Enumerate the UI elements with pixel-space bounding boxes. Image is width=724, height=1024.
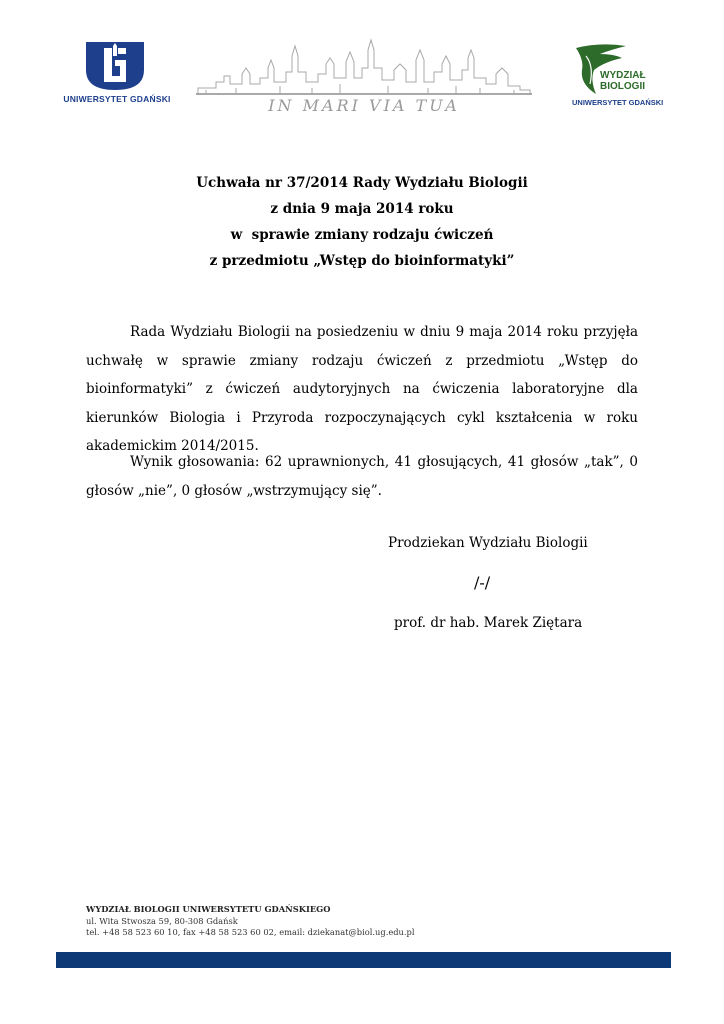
faculty-logo xyxy=(566,40,662,112)
signatory-role: Prodziekan Wydziału Biologii xyxy=(388,535,588,551)
university-shield-icon xyxy=(82,40,148,92)
resolution-paragraph xyxy=(86,318,638,461)
faculty-name-line2: BIOLOGII xyxy=(600,81,645,92)
skyline-illustration-icon xyxy=(196,38,532,96)
title-line-3: w sprawie zmiany rodzaju ćwiczeń xyxy=(230,227,494,243)
footer xyxy=(86,904,646,939)
signature-mark: /-/ xyxy=(474,573,491,592)
university-logo xyxy=(62,40,172,110)
footer-institution: WYDZIAŁ BIOLOGII UNIWERSYTETU GDAŃSKIEGO xyxy=(86,904,331,914)
city-skyline-banner xyxy=(196,38,532,120)
title-line-1: Uchwała nr 37/2014 Rady Wydziału Biologii xyxy=(196,175,528,191)
footer-bar xyxy=(56,952,671,968)
signatory-name: prof. dr hab. Marek Ziętara xyxy=(394,615,583,631)
paragraph-text: Rada Wydziału Biologii na posiedzeniu w dniu 9 maja 2014 roku przyjęła uchwałę w sprawie zmiany rodzaju ćwiczeń z przedmiotu „Wstęp do bioinformatyki” z ćwiczeń audytoryjnych na ćwiczenia laboratoryjne dla kierunków Biologia i Przyroda rozpoczynających cykl kształcenia w roku akademickim 2014/2015. xyxy=(86,324,638,454)
university-name: UNIWERSYTET GDAŃSKI xyxy=(63,94,171,104)
title-line-4: z przedmiotu „Wstęp do bioinformatyki” xyxy=(209,253,515,269)
faculty-name xyxy=(600,70,660,92)
resolution-title xyxy=(120,170,604,274)
footer-contact: tel. +48 58 523 60 10, fax +48 58 523 60 02, email: dziekanat@biol.ug.edu.pl xyxy=(86,927,415,937)
footer-address: ul. Wita Stwosza 59, 80-308 Gdańsk xyxy=(86,915,238,926)
banner-motto: IN MARI VIA TUA xyxy=(268,96,460,115)
faculty-university-name: UNIWERSYTET GDAŃSKI xyxy=(572,98,664,107)
voting-result-paragraph xyxy=(86,448,638,505)
paragraph-text: Wynik głosowania: 62 uprawnionych, 41 głosujących, 41 głosów „tak”, 0 głosów „nie”, 0 głosów „wstrzymujący się”. xyxy=(86,454,638,499)
title-line-2: z dnia 9 maja 2014 roku xyxy=(270,201,454,217)
faculty-name-line1: WYDZIAŁ xyxy=(600,70,646,81)
